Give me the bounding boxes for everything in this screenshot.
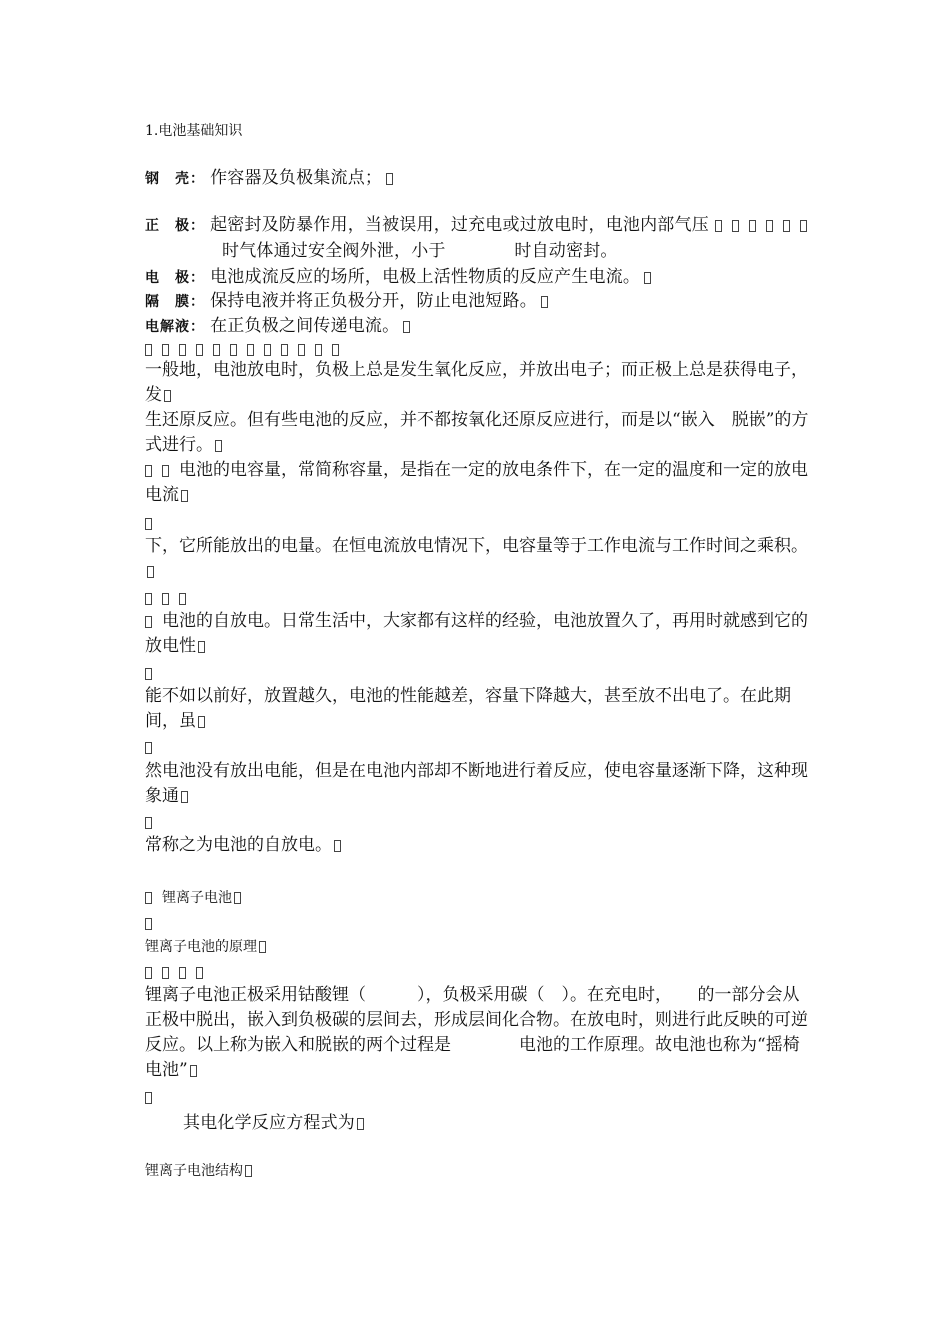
missing-glyph-icon <box>644 272 651 284</box>
missing-glyph-icon <box>386 173 393 185</box>
missing-glyph-icon <box>298 344 305 356</box>
equation-intro-text: 其电化学反应方程式为 <box>183 1113 355 1133</box>
missing-glyph-icon <box>162 593 169 605</box>
missing-glyph-row <box>145 1087 162 1106</box>
missing-glyph-icon <box>281 344 288 356</box>
part-desc-continued: 时气体通过安全阀外泄，小于 时自动密封。 <box>222 241 618 261</box>
missing-glyph-icon <box>264 344 271 356</box>
part-term: 电 极： <box>145 270 205 286</box>
missing-glyph-icon <box>145 1092 152 1104</box>
missing-glyph-icon <box>181 490 188 502</box>
missing-glyph-icon <box>145 742 152 754</box>
part-desc: 作容器及负极集流点； <box>210 168 383 188</box>
paragraph-text: 锂离子电池正极采用钴酸锂（ ），负极采用碳（ ）。在充电时， 的一部分会从正极中脱出，嵌入到负极碳的层间去，形成层间化合物。在放电时，则进行此反映的可逆反应。以上称为嵌入和脱嵌的两个过程是 电池的工作原理。故电池也称为“摇椅电池” <box>145 985 808 1080</box>
missing-glyph-icon <box>145 967 152 979</box>
missing-glyph-icon <box>259 941 266 953</box>
paragraph-text: 一般地，电池放电时，负极上总是发生氧化反应，并放出电子；而正极上总是获得电子，发 <box>145 360 808 405</box>
missing-glyph-icon <box>215 440 222 452</box>
missing-glyph-icon <box>213 344 220 356</box>
missing-glyph-icon <box>245 1165 252 1177</box>
missing-glyph-icon <box>145 668 152 680</box>
equation-intro <box>183 1108 374 1133</box>
paragraph-reaction-2 <box>145 408 810 458</box>
missing-glyph-icon <box>145 817 152 829</box>
missing-glyph-icon <box>179 344 186 356</box>
missing-glyph-row <box>145 513 162 532</box>
missing-glyph-row <box>145 737 162 756</box>
paragraph-self-discharge-1 <box>145 609 810 659</box>
missing-glyph-icon <box>334 840 341 852</box>
missing-glyph-icon <box>198 641 205 653</box>
missing-glyph-icon <box>332 344 339 356</box>
part-desc: 在正负极之间传递电流。 <box>210 316 400 336</box>
li-ion-principle-title-text: 锂离子电池的原理 <box>145 939 257 955</box>
li-ion-structure-title <box>145 1160 262 1180</box>
paragraph-text: 生还原反应。但有些电池的反应，并不都按氧化还原反应进行，而是以“嵌入 脱嵌”的方式进行。 <box>145 410 809 455</box>
part-term: 电解液： <box>145 319 205 335</box>
paragraph-text: 下，它所能放出的电量。在恒电流放电情况下，电容量等于工作电流与工作时间之乘积。 <box>145 536 808 556</box>
missing-glyph-row <box>145 962 213 981</box>
part-row-positive <box>145 210 817 235</box>
missing-glyph-icon <box>234 892 241 904</box>
missing-glyph-icon <box>247 344 254 356</box>
missing-glyph-icon <box>162 344 169 356</box>
missing-glyph-icon <box>145 593 152 605</box>
missing-glyph-icon <box>190 1065 197 1077</box>
li-ion-section-title <box>145 887 251 907</box>
li-ion-structure-title-text: 锂离子电池结构 <box>145 1163 243 1179</box>
missing-glyph-icon <box>145 518 152 530</box>
paragraph-text: 然电池没有放出电能，但是在电池内部却不断地进行着反应，使电容量逐渐下降，这种现象通 <box>145 761 808 806</box>
missing-glyph-icon <box>145 616 152 628</box>
paragraph-capacity-1 <box>145 458 810 508</box>
li-ion-section-title-text: 锂离子电池 <box>162 890 232 906</box>
li-ion-principle-title <box>145 936 276 956</box>
missing-glyph-icon <box>766 220 773 232</box>
missing-glyph-icon <box>541 296 548 308</box>
missing-glyph-icon <box>783 220 790 232</box>
missing-glyph-row <box>145 588 196 607</box>
missing-glyph-icon <box>164 390 171 402</box>
part-desc: 电池成流反应的场所，电极上活性物质的反应产生电流。 <box>210 267 641 287</box>
missing-glyph-icon <box>198 716 205 728</box>
section-heading: 1.电池基础知识 <box>145 123 243 139</box>
part-row-electrolyte <box>145 311 420 336</box>
paragraph-capacity-2 <box>145 534 810 584</box>
missing-glyph-icon <box>145 918 152 930</box>
paragraph-self-discharge-2 <box>145 684 810 734</box>
missing-glyph-icon <box>749 220 756 232</box>
missing-glyph-icon <box>196 967 203 979</box>
part-term: 正 极： <box>145 218 205 234</box>
part-row-separator <box>145 286 558 311</box>
missing-glyph-icon <box>179 967 186 979</box>
part-term: 钢 壳： <box>145 171 205 187</box>
part-row-shell <box>145 163 403 188</box>
paragraph-text: 常称之为电池的自放电。 <box>145 835 332 855</box>
missing-glyph-icon <box>162 967 169 979</box>
paragraph-self-discharge-4 <box>145 833 810 858</box>
part-desc: 起密封及防暴作用，当被误用，过充电或过放电时，电池内部气压 <box>210 215 709 235</box>
missing-glyph-row <box>145 339 349 358</box>
missing-glyph-row <box>145 812 162 831</box>
missing-glyph-icon <box>315 344 322 356</box>
paragraph-reaction-1 <box>145 358 810 408</box>
missing-glyph-icon <box>403 321 410 333</box>
missing-glyph-icon <box>357 1118 364 1130</box>
part-row-electrode <box>145 262 661 287</box>
missing-glyph-icon <box>230 344 237 356</box>
missing-glyph-row <box>145 663 162 682</box>
missing-glyph-icon <box>145 465 152 477</box>
missing-glyph-icon <box>196 344 203 356</box>
missing-glyph-icon <box>162 465 169 477</box>
missing-glyph-icon <box>147 566 154 578</box>
li-ion-principle-text <box>145 983 810 1083</box>
missing-glyph-icon <box>145 892 152 904</box>
missing-glyph-icon <box>145 344 152 356</box>
missing-glyph-icon <box>800 220 807 232</box>
paragraph-text: 能不如以前好，放置越久，电池的性能越差，容量下降越大，甚至放不出电了。在此期间，虽 <box>145 686 791 731</box>
missing-glyph-icon <box>715 220 722 232</box>
missing-glyph-icon <box>179 593 186 605</box>
missing-glyph-icon <box>732 220 739 232</box>
paragraph-text: 电池的自放电。日常生活中，大家都有这样的经验，电池放置久了，再用时就感到它的放电性 <box>145 611 808 656</box>
part-term: 隔 膜： <box>145 294 205 310</box>
missing-glyph-row <box>145 913 162 932</box>
missing-glyph-icon <box>181 791 188 803</box>
part-desc: 保持电液并将正负极分开，防止电池短路。 <box>210 291 537 311</box>
paragraph-text: 电池的电容量，常简称容量，是指在一定的放电条件下，在一定的温度和一定的放电电流 <box>145 460 808 505</box>
paragraph-self-discharge-3 <box>145 759 810 809</box>
